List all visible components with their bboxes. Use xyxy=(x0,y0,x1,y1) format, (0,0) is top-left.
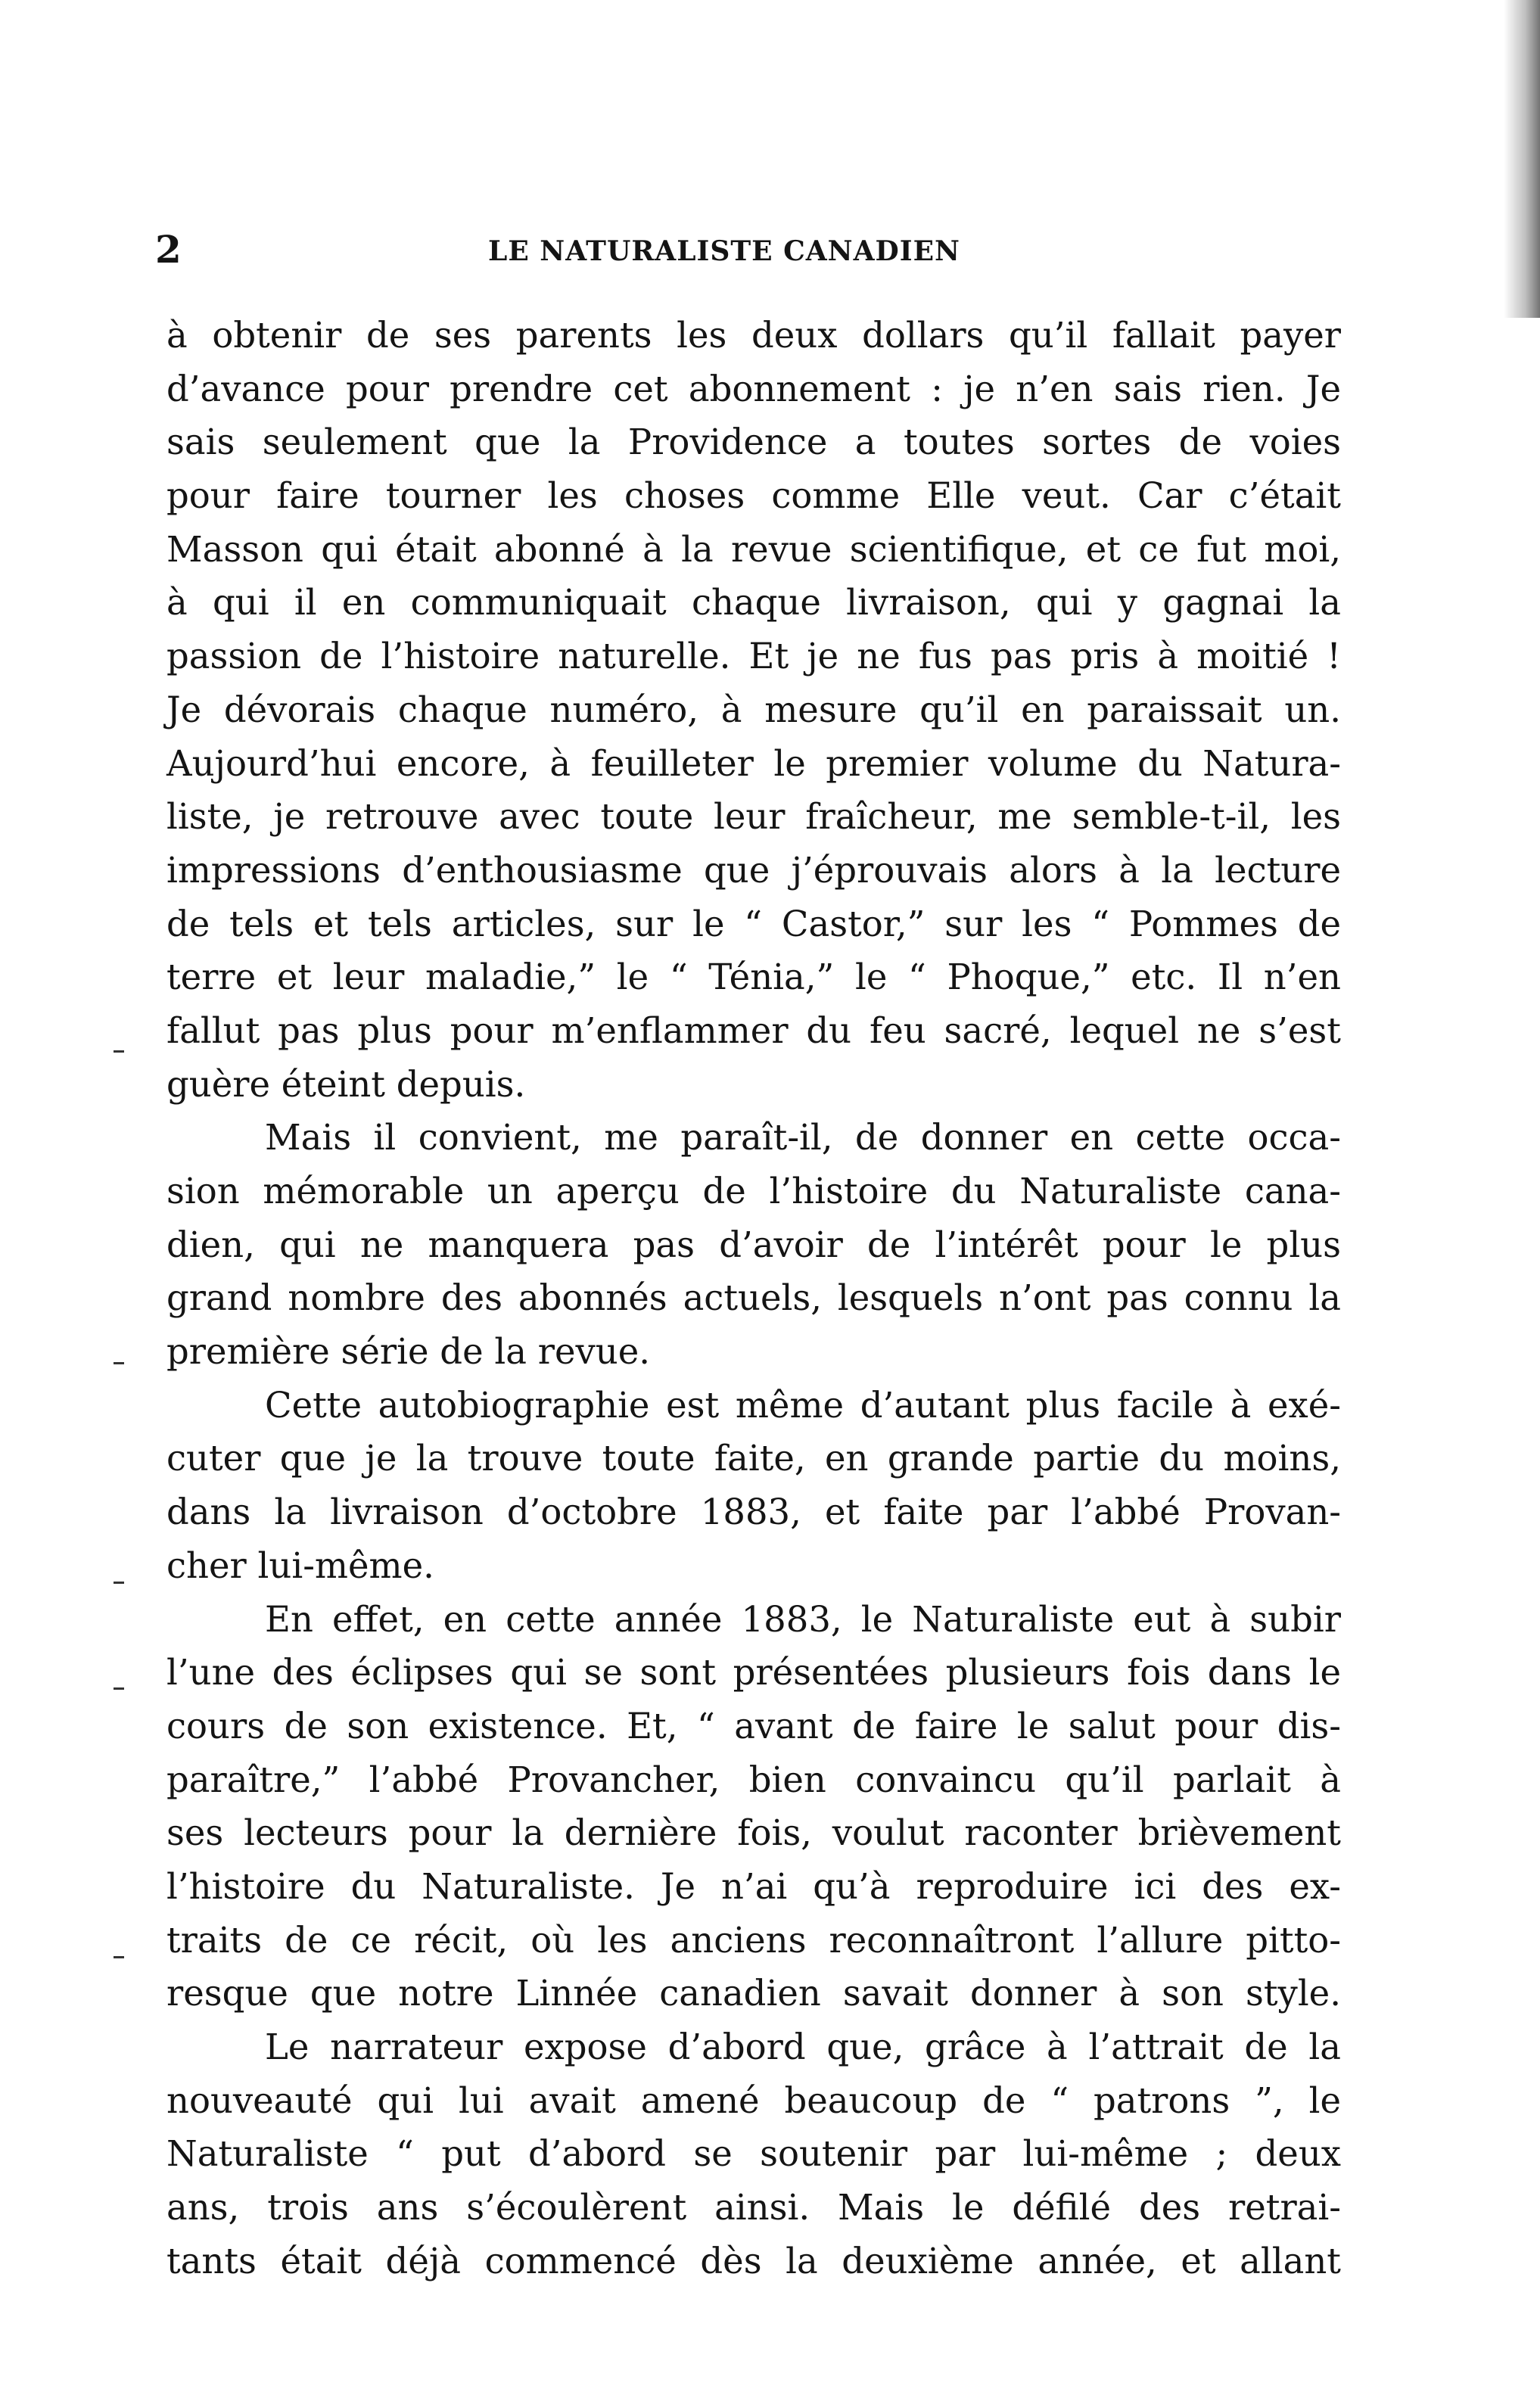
text-line: Je dévorais chaque numéro, à mesure qu’il en paraissait un. xyxy=(166,689,1341,730)
margin-mark xyxy=(114,1582,124,1584)
text-line: terre et leur maladie,” le “ Ténia,” le “ Phoque,” etc. Il n’en xyxy=(166,956,1341,998)
text-line: sais seulement que la Providence a toutes sortes de voies xyxy=(166,421,1341,463)
text-line: paraître,” l’abbé Provancher, bien convaincu qu’il parlait à xyxy=(166,1759,1341,1800)
text-line: à qui il en communiquait chaque livraison, qui y gagnai la xyxy=(166,582,1341,624)
text-line: Naturaliste “ put d’abord se soutenir par lui-même ; deux xyxy=(166,2133,1341,2175)
margin-mark xyxy=(114,1687,124,1690)
text-line: dien, qui ne manquera pas d’avoir de l’intérêt pour le plus xyxy=(166,1224,1341,1265)
text-line: de tels et tels articles, sur le “ Castor,” sur les “ Pommes de xyxy=(166,903,1341,944)
text-line: Le narrateur expose d’abord que, grâce à l’attrait de la xyxy=(265,2026,1341,2067)
text-line: ans, trois ans s’écoulèrent ainsi. Mais le défilé des retrai- xyxy=(166,2187,1341,2229)
text-line: grand nombre des abonnés actuels, lesquels n’ont pas connu la xyxy=(166,1277,1341,1319)
text-line: l’histoire du Naturaliste. Je n’ai qu’à reproduire ici des ex- xyxy=(166,1865,1341,1907)
margin-mark xyxy=(114,1362,124,1364)
text-line: guère éteint depuis. xyxy=(166,1063,526,1105)
text-line: cher lui-même. xyxy=(166,1544,434,1586)
text-line: traits de ce récit, où les anciens reconnaîtront l’allure pitto- xyxy=(166,1919,1341,1961)
text-line: Masson qui était abonné à la revue scientifique, et ce fut moi, xyxy=(166,528,1341,570)
text-line: à obtenir de ses parents les deux dollars qu’il fallait payer xyxy=(166,315,1341,356)
text-line: première série de la revue. xyxy=(166,1331,651,1373)
text-line: pour faire tourner les choses comme Elle veut. Car c’était xyxy=(166,475,1341,517)
text-line: liste, je retrouve avec toute leur fraîcheur, me semble-t-il, les xyxy=(166,796,1341,838)
text-line: Mais il convient, me paraît-il, de donner en cette occa- xyxy=(265,1117,1341,1159)
margin-mark xyxy=(114,1050,124,1053)
text-line: sion mémorable un aperçu de l’histoire du Naturaliste cana- xyxy=(166,1171,1341,1211)
running-title: LE NATURALISTE CANADIEN xyxy=(488,235,960,267)
text-line: impressions d’enthousiasme que j’éprouvais alors à la lecture xyxy=(166,849,1341,891)
text-line: d’avance pour prendre cet abonnement : je n’en sais rien. Je xyxy=(166,368,1341,409)
text-line: ses lecteurs pour la dernière fois, voulut raconter brièvement xyxy=(166,1812,1341,1854)
text-line: cuter que je la trouve toute faite, en grande partie du moins, xyxy=(166,1438,1341,1479)
text-line: l’une des éclipses qui se sont présentées plusieurs fois dans le xyxy=(166,1652,1341,1694)
margin-marks xyxy=(114,0,144,2395)
text-line: passion de l’histoire naturelle. Et je ne fus pas pris à moitié ! xyxy=(166,636,1341,677)
text-line: Aujourd’hui encore, à feuilleter le premier volume du Natura- xyxy=(166,742,1341,784)
page-header xyxy=(155,227,1324,272)
text-line: resque que notre Linnée canadien savait donner à son style. xyxy=(166,1973,1341,2014)
text-line: En effet, en cette année 1883, le Naturaliste eut à subir xyxy=(265,1598,1341,1640)
text-line: Cette autobiographie est même d’autant plus facile à exé- xyxy=(265,1384,1341,1426)
text-line: tants était déjà commencé dès la deuxième année, et allant xyxy=(166,2240,1341,2281)
margin-mark xyxy=(114,1956,124,1958)
scan-edge-shadow xyxy=(1504,0,1540,318)
text-line: cours de son existence. Et, “ avant de faire le salut pour dis- xyxy=(166,1705,1341,1746)
body-text xyxy=(166,309,1341,2288)
text-line: nouveauté qui lui avait amené beaucoup de “ patrons ”, le xyxy=(166,2079,1341,2121)
text-line: fallut pas plus pour m’enflammer du feu sacré, lequel ne s’est xyxy=(166,1009,1341,1051)
text-line: dans la livraison d’octobre 1883, et faite par l’abbé Provan- xyxy=(166,1491,1341,1533)
page-number: 2 xyxy=(155,227,182,272)
